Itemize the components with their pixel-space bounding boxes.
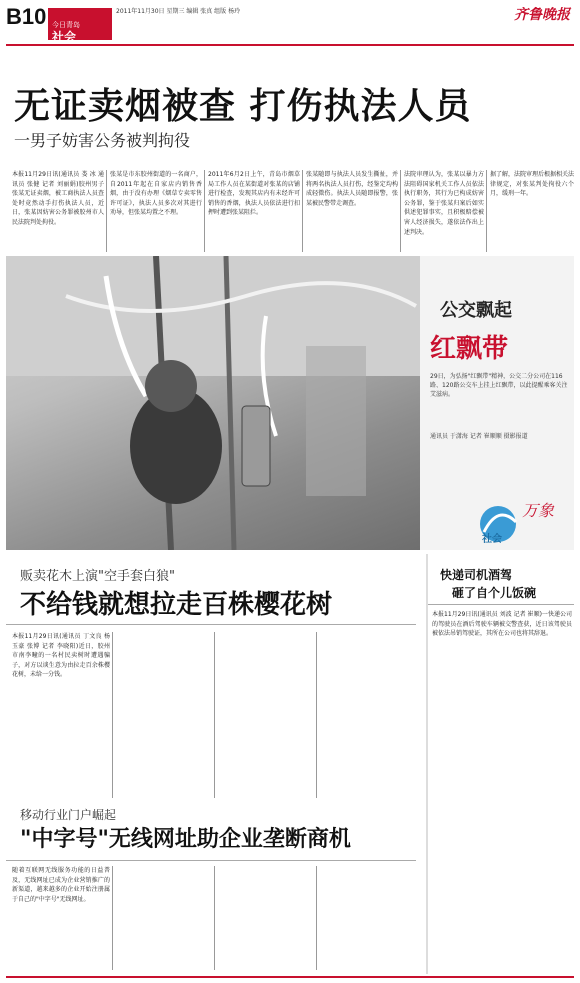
news-photo (6, 256, 424, 550)
story1-column-4: 张某随即与执法人员发生撕扯，并将两名执法人员打伤，经鉴定均构成轻微伤。执法人员随即报警，张某被民警带走调查。 (306, 171, 398, 207)
main-headline: 无证卖烟被查 打伤执法人员 (14, 86, 472, 127)
story2-rule (6, 624, 416, 625)
photo-kicker: 公交飘起 (440, 300, 512, 321)
story1-column-2: 张某是市东胶州街道的一名商户，自2011年起在自家店内销售香烟，由于没有办理《烟草专卖零售许可证》，执法人员多次对其进行劝导，但张某均置之不理。 (110, 171, 202, 217)
column-divider (400, 170, 401, 252)
side-headline-line2: 砸了自个儿饭碗 (452, 586, 537, 600)
story2-kicker: 贩卖花木上演"空手套白狼" (20, 569, 175, 584)
footer-rule (6, 976, 574, 978)
social-badge-icon (476, 494, 568, 546)
header-rule (6, 44, 574, 46)
date-line: 2011年11月30日 星期三 编辑 张真 组版 杨玲 (116, 8, 241, 15)
column-divider (316, 866, 317, 970)
story1-column-3: 2011年6月2日上午，青岛市烟草局工作人员在某街道对张某的店铺进行检查，发现其店内有未经许可销售的香烟，执法人员依法进行扣押时遭到张某阻拦。 (208, 171, 300, 217)
side-body: 本报11月29日讯(通讯员 刘波 记者 崔顺)一快递公司的驾驶员在酒后驾驶车辆被交警查获，近日该驾驶员被依法吊销驾驶证，其所在公司也将其辞退。 (432, 611, 572, 638)
page-number: B10 (6, 4, 47, 29)
photo-credit: 通讯员 于潇海 记者 崔顺顺 摄影报道 (430, 433, 528, 440)
newspaper-logo: 齐鲁晚报 (514, 7, 570, 23)
section-title: 社会 (52, 30, 77, 44)
badge-top-label: 万象 (522, 501, 555, 520)
side-headline-line1: 快递司机酒驾 (440, 568, 513, 582)
photo-illustration (6, 256, 424, 550)
badge-bottom-label: 社会 (482, 534, 502, 545)
column-divider (112, 866, 113, 970)
photo-title: 红飘带 (430, 334, 509, 364)
column-divider (106, 170, 107, 252)
story1-column-1: 本报11月29日讯(通讯员 娄 冰 通讯员 张健 记者 刘丽娟)胶州男子张某无证卖烟，被工商执法人员查处时竟然动手打伤执法人员，近日，张某因妨害公务罪被胶州市人民法院判处拘役。 (12, 171, 104, 226)
sub-label: 今日青岛 (52, 21, 80, 29)
photo-caption: 29日，为弘扬"红飘带"精神，公交二分公司在116路、120路公交车上挂上红飘带，以此提醒乘客关注艾滋病。 (430, 373, 568, 398)
story3-headline: "中字号"无线网址助企业垄断商机 (20, 827, 351, 852)
main-subhead: 一男子妨害公务被判拘役 (14, 131, 191, 150)
column-divider (214, 632, 215, 798)
column-divider (204, 170, 205, 252)
story2-body: 本报11月29日讯(通讯员 丁文良 杨玉豪 张博 记者 李晓阳)近日，胶州市南李疃的一名村民卖树时遭遇骗子，对方以谈生意为由拉走百余株樱花树，未给一分钱。 (12, 633, 110, 679)
column-divider (112, 632, 113, 798)
story3-kicker: 移动行业门户崛起 (20, 808, 117, 822)
column-divider (486, 170, 487, 252)
column-divider (302, 170, 303, 252)
column-divider (316, 632, 317, 798)
story1-column-6: 据了解，法院审理后根据相关法律规定，对张某判处拘役六个月，缓刑一年。 (490, 171, 574, 198)
story3-rule (6, 860, 416, 861)
column-divider (214, 866, 215, 970)
side-divider (426, 554, 428, 974)
side-rule (428, 604, 574, 605)
story3-body: 随着互联网无线服务功能的日益普及，无线网址已成为企业营销推广的新渠道，越来越多的企业开始注册属于自己的"中字号"无线网址。 (12, 867, 110, 903)
story2-headline: 不给钱就想拉走百株樱花树 (20, 590, 333, 620)
story1-column-5: 法院审理认为，张某以暴力方法阻碍国家机关工作人员依法执行职务，其行为已构成妨害公务罪，鉴于张某归案后如实供述犯罪事实，且积极赔偿被害人经济损失，遂依法作出上述判决。 (404, 171, 484, 236)
